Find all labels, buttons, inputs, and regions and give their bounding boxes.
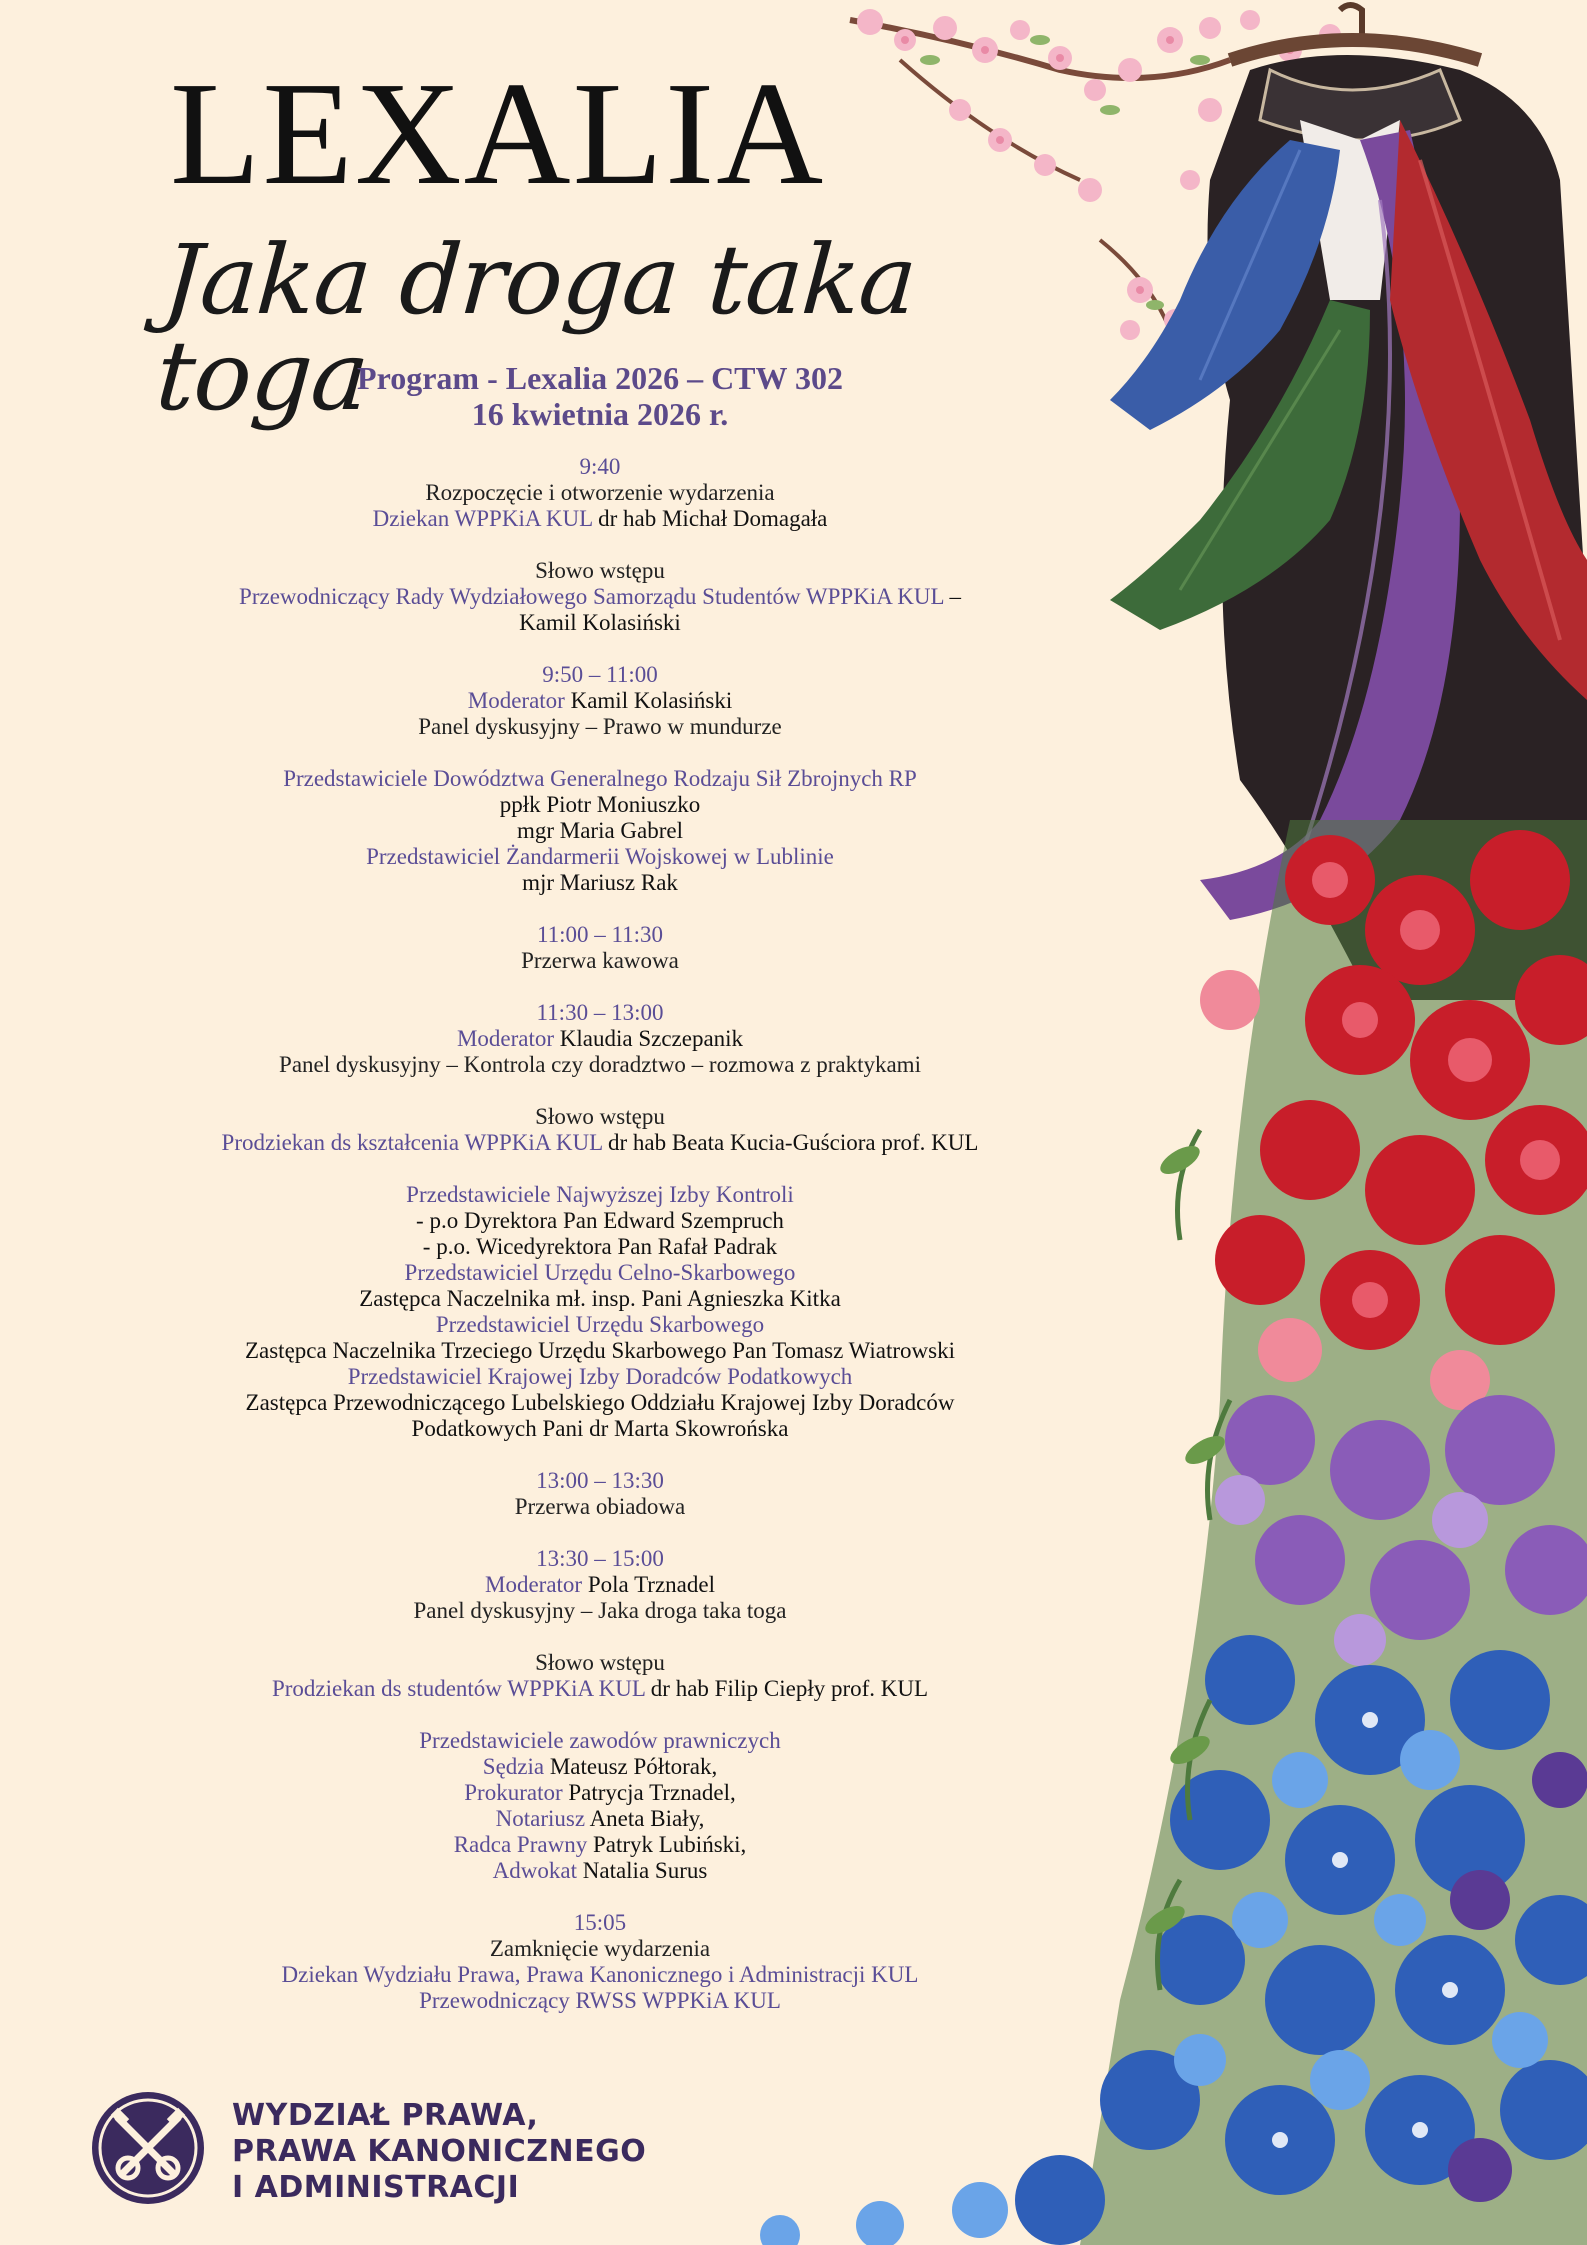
speaker-name: - p.o. Wicedyrektora Pan Rafał Padrak [422,1234,778,1259]
institution-name: Przedstawiciele Najwyższej Izby Kontroli [406,1182,794,1207]
speaker-role: Prokurator [464,1780,563,1805]
time-slot: 13:00 – 13:30 [536,1468,664,1493]
speaker-name: mjr Mariusz Rak [522,870,678,895]
speaker-name: Zastępca Przewodniczącego Lubelskiego Oddziału Krajowej Izby Doradców [245,1390,955,1415]
speaker-name: dr hab Michał Domagała [592,506,828,531]
moderator-line [60,1026,1140,1052]
speaker-name: dr hab Beata Kucia-Guściora prof. KUL [602,1130,979,1155]
agenda-item: Panel dyskusyjny – Prawo w mundurze [418,714,782,739]
speaker-name: ppłk Piotr Moniuszko [499,792,701,817]
agenda-item: Zamknięcie wydarzenia [489,1936,711,1961]
speaker-role: Przewodniczący Rady Wydziałowego Samorządu Studentów WPPKiA KUL [239,584,944,609]
speaker-line [60,1676,1140,1702]
faculty-name-line: PRAWA KANONICZNEGO [232,2134,647,2169]
faculty-logo-icon [88,2088,208,2208]
agenda-item: Rozpoczęcie i otworzenie wydarzenia [425,480,775,505]
speaker-role: Prodziekan ds studentów WPPKiA KUL [271,1676,646,1701]
speaker-line [60,1754,1140,1780]
speaker-name: Natalia Surus [577,1858,708,1883]
institution-name: Przedstawiciel Urzędu Skarbowego [435,1312,765,1337]
program-schedule [60,454,1140,2014]
poster-subtitle: Jaka droga taka toga [152,224,920,432]
institution-name: Przedstawiciele zawodów prawniczych [419,1728,781,1753]
faculty-name-line: WYDZIAŁ PRAWA, [232,2098,539,2133]
speaker-line [60,1130,1140,1156]
speaker-name: Podatkowych Pani dr Marta Skowrońska [411,1416,789,1441]
speaker-name: Zastępca Naczelnika Trzeciego Urzędu Skarbowego Pan Tomasz Wiatrowski [244,1338,956,1363]
speaker-role: Przewodniczący RWSS WPPKiA KUL [419,1988,781,2013]
speaker-role: Sędzia [482,1754,545,1779]
time-slot: 13:30 – 15:00 [536,1546,664,1571]
moderator-label: Moderator [485,1572,583,1597]
institution-name: Przedstawiciel Krajowej Izby Doradców Podatkowych [347,1364,853,1389]
time-slot: 9:40 [579,454,621,479]
speaker-name: Aneta Biały, [585,1806,705,1831]
speaker-role: Dziekan Wydziału Prawa, Prawa Kanonicznego i Administracji KUL [281,1962,919,1987]
speaker-role: Notariusz [495,1806,586,1831]
institution-name: Przedstawiciel Żandarmerii Wojskowej w Lublinie [366,844,834,869]
program-date: 16 kwietnia 2026 r. [471,396,729,432]
agenda-item: Słowo wstępu [535,1650,665,1675]
faculty-name-line: I ADMINISTRACJI [232,2170,520,2205]
agenda-item: Panel dyskusyjny – Kontrola czy doradztwo – rozmowa z praktykami [279,1052,921,1077]
moderator-line [60,688,1140,714]
agenda-item: Przerwa kawowa [521,948,679,973]
program-header-title: Program - Lexalia 2026 – CTW 302 [357,360,843,396]
speaker-name: dr hab Filip Ciepły prof. KUL [645,1676,929,1701]
agenda-item: Przerwa obiadowa [514,1494,686,1519]
speaker-role: Prodziekan ds kształcenia WPPKiA KUL [221,1130,603,1155]
speaker-role: Dziekan WPPKiA KUL [372,506,593,531]
program-header [60,360,1140,432]
speaker-line [60,1832,1140,1858]
moderator-line [60,1572,1140,1598]
speaker-name: Zastępca Naczelnika mł. insp. Pani Agnieszka Kitka [359,1286,841,1311]
moderator-label: Moderator [456,1026,555,1051]
time-slot: 15:05 [573,1910,627,1935]
moderator-name: Pola Trznadel [582,1572,715,1597]
agenda-item: Słowo wstępu [535,1104,665,1129]
speaker-line [60,1806,1140,1832]
time-slot: 11:00 – 11:30 [536,922,664,947]
speaker-line [60,506,1140,532]
speaker-dash: – [943,584,961,609]
speaker-name: Kamil Kolasiński [519,610,681,635]
institution-name: Przedstawiciel Urzędu Celno-Skarbowego [404,1260,796,1285]
speaker-name: Mateusz Półtorak, [544,1754,718,1779]
moderator-name: Kamil Kolasiński [564,688,733,713]
moderator-label: Moderator [467,688,565,713]
agenda-item: Panel dyskusyjny – Jaka droga taka toga [413,1598,787,1623]
speaker-line [60,584,1140,610]
speaker-name: mgr Maria Gabrel [516,818,684,843]
time-slot: 9:50 – 11:00 [542,662,658,687]
speaker-name: - p.o Dyrektora Pan Edward Szempruch [416,1208,784,1233]
speaker-line [60,1780,1140,1806]
speaker-name: Patryk Lubiński, [587,1832,747,1857]
speaker-line [60,1858,1140,1884]
moderator-name: Klaudia Szczepanik [554,1026,744,1051]
speaker-role: Radca Prawny [453,1832,588,1857]
speaker-role: Adwokat [492,1858,577,1883]
time-slot: 11:30 – 13:00 [536,1000,664,1025]
hanger [1230,5,1480,60]
institution-name: Przedstawiciele Dowództwa Generalnego Rodzaju Sił Zbrojnych RP [283,766,917,791]
agenda-item: Słowo wstępu [535,558,665,583]
speaker-name: Patrycja Trznadel, [562,1780,736,1805]
faculty-name [232,2098,646,2206]
poster-title: LEXALIA [170,52,826,216]
